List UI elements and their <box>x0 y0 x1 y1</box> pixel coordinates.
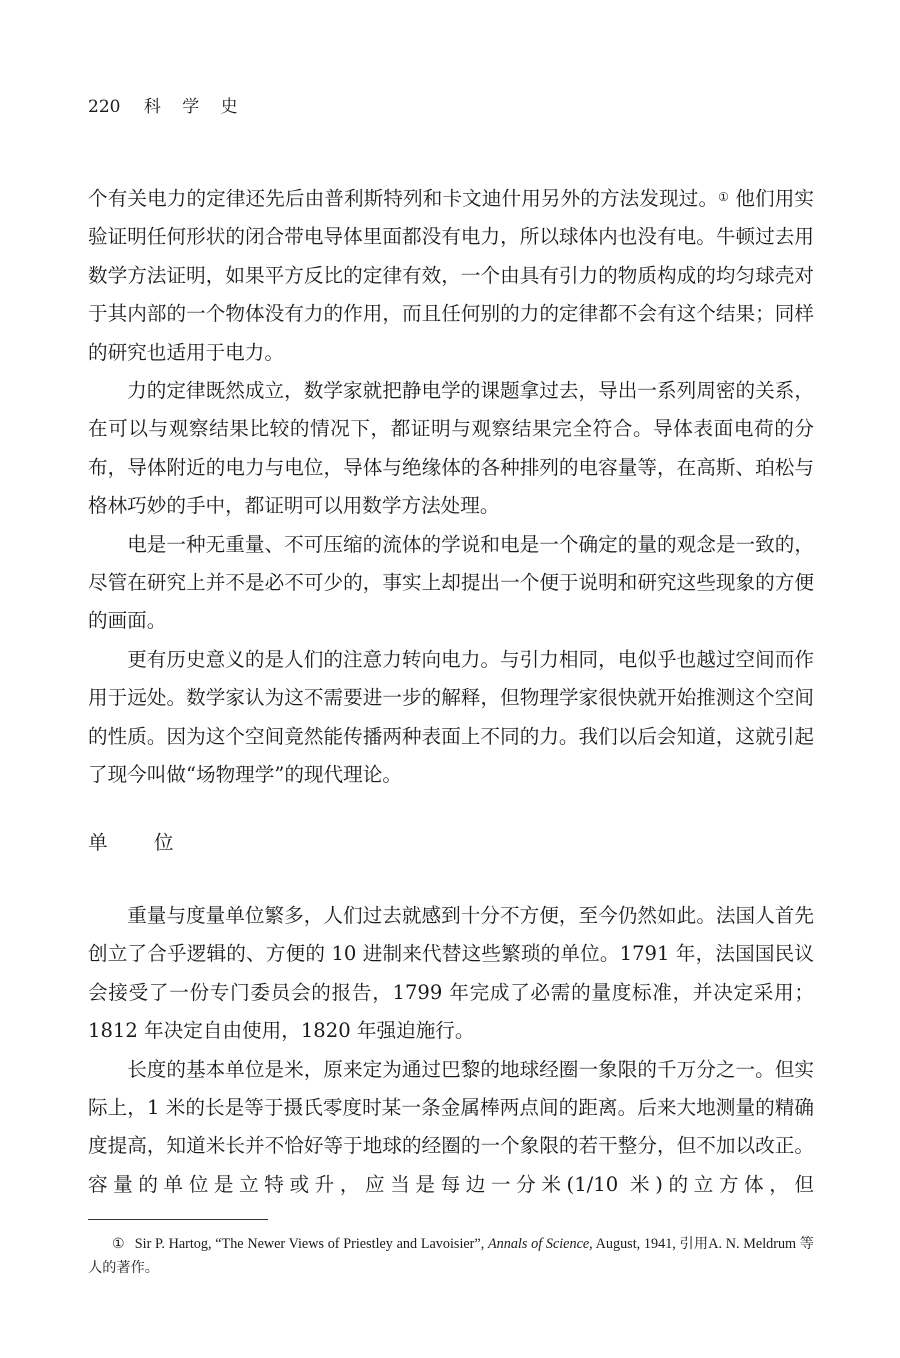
page-number: 220 <box>88 97 121 117</box>
paragraph-text-rest: 他们用实验证明任何形状的闭合带电导体里面都没有电力，所以球体内也没有电。牛顿过去用数学方法证明，如果平方反比的定律有效，一个由具有引力的物质构成的均匀球壳对于其内部的一个物体没有力的作用，而且任何别的力的定律都不会有这个结果；同样的研究也适用于电力。 <box>88 187 814 364</box>
paragraph: 更有历史意义的是人们的注意力转向电力。与引力相同，电似乎也越过空间而作用于远处。数学家认为这不需要进一步的解释，但物理学家很快就开始推测这个空间的性质。因为这个空间竟然能传播两种表面上不同的力。我们以后会知道，这就引起了现今叫做“场物理学”的现代理论。 <box>88 647 814 787</box>
paragraph: 重量与度量单位繁多，人们过去就感到十分不方便，至今仍然如此。法国人首先创立了合乎逻辑的、方便的 10 进制来代替这些繁琐的单位。1791 年，法国国民议会接受了一份专门委员会的报告，1799 年完成了必需的量度标准，并决定采用；1812 年决定自由使用，1820 年强迫施行。 <box>88 904 814 1043</box>
section-heading: 单 位 <box>88 831 194 854</box>
footnote-reference[interactable]: ① <box>718 190 729 204</box>
footnote <box>88 1232 814 1280</box>
running-header <box>88 92 246 117</box>
running-title: 科 学 史 <box>143 97 246 117</box>
footnote-journal: Annals of Science <box>487 1236 590 1252</box>
paragraph: 电是一种无重量、不可压缩的流体的学说和电是一个确定的量的观念是一致的，尽管在研究上并不是必不可少的，事实上却提出一个便于说明和研究这些现象的方便的画面。 <box>88 532 814 633</box>
footnote-text-a: Sir P. Hartog, “The Newer Views of Priestley and Lavoisier”, <box>134 1236 488 1252</box>
body-text-block-1 <box>88 180 814 795</box>
paragraph: 力的定律既然成立，数学家就把静电学的课题拿过去，导出一系列周密的关系，在可以与观察结果比较的情况下，都证明与观察结果完全符合。导体表面电荷的分布，导体附近的电力与电位，导体与绝缘体的各种排列的电容量等，在高斯、珀松与格林巧妙的手中，都证明可以用数学方法处理。 <box>88 379 814 518</box>
paragraph-text: 个有关电力的定律还先后由普利斯特列和卡文迪什用另外的方法发现过。 <box>88 187 719 210</box>
footnote-text-b: , August, 1941, 引用A. N. Meldrum 等人的著作。 <box>88 1236 814 1276</box>
footnote-divider <box>88 1219 268 1220</box>
body-text-block-2 <box>88 897 814 1204</box>
paragraph: 长度的基本单位是米，原来定为通过巴黎的地球经圈一象限的千万分之一。但实际上，1 米的长是等于摄氏零度时某一条金属棒两点间的距离。后来大地测量的精确度提高，知道米长并不恰好等于地球的经圈的一个象限的若干整分，但不加以改正。容量的单位是立特或升，应当是每边一分米(1/10 米)的立方体，但 <box>88 1057 814 1196</box>
paragraph-continued <box>88 180 814 372</box>
footnote-mark: ① <box>112 1236 125 1252</box>
